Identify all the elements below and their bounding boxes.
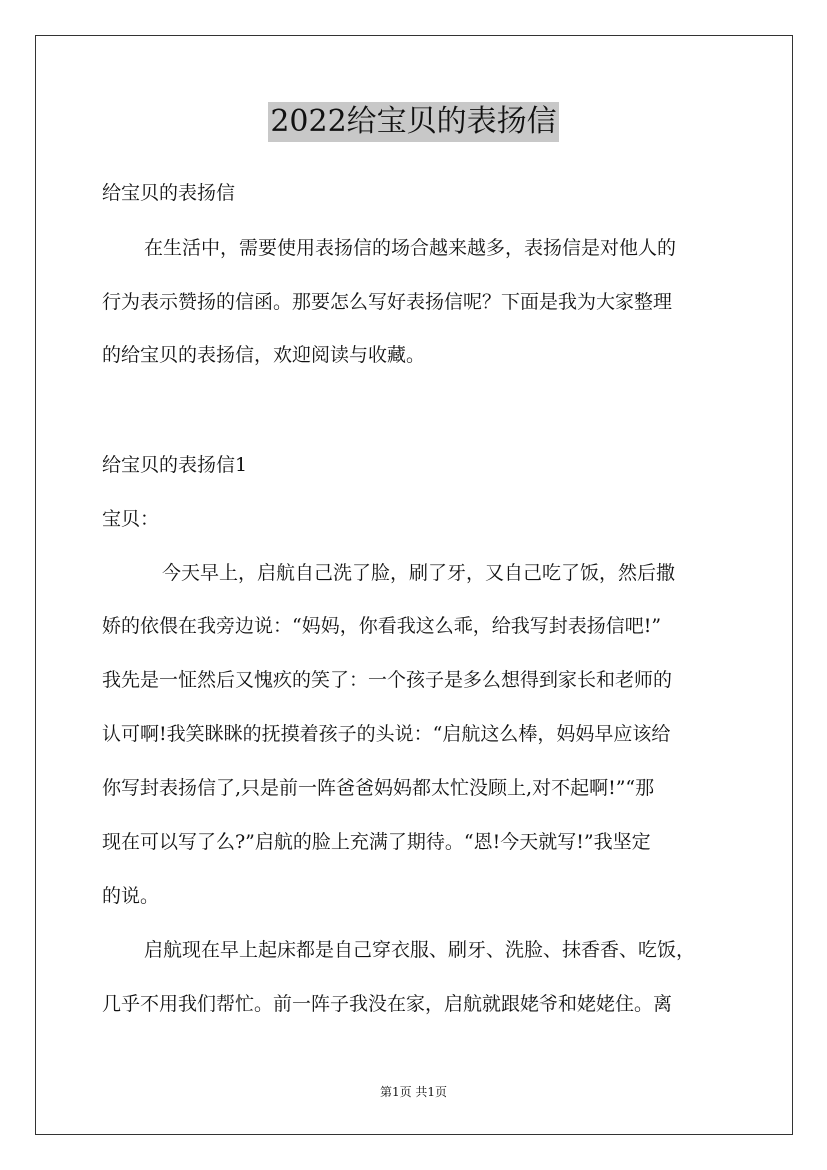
paragraph-line: 行为表示赞扬的信函。那要怎么写好表扬信呢？下面是我为大家整理	[102, 291, 673, 313]
section-heading: 给宝贝的表扬信	[102, 182, 236, 204]
paragraph-line: 几乎不用我们帮忙。前一阵子我没在家，启航就跟姥爷和姥姥住。离	[102, 993, 673, 1015]
document-title: 2022给宝贝的表扬信	[268, 102, 558, 142]
paragraph-line: 现在可以写了么?”启航的脸上充满了期待。“恩!今天就写!”我坚定	[102, 831, 651, 853]
page-footer: 第1页 共1页	[379, 1085, 448, 1099]
title-wrap	[0, 102, 827, 142]
paragraph-line: 的说。	[102, 885, 160, 907]
paragraph-line: 娇的依偎在我旁边说：“妈妈，你看我这么乖，给我写封表扬信吧!”	[102, 615, 662, 637]
paragraph-line: 认可啊!我笑眯眯的抚摸着孩子的头说：“启航这么棒，妈妈早应该给	[102, 723, 671, 745]
paragraph-line: 今天早上，启航自己洗了脸，刷了牙，又自己吃了饭，然后撒	[162, 562, 676, 584]
paragraph-line: 你写封表扬信了,只是前一阵爸爸妈妈都太忙没顾上,对不起啊!”“那	[102, 777, 655, 799]
paragraph-line: 启航现在早上起床都是自己穿衣服、刷牙、洗脸、抹香香、吃饭，	[144, 939, 696, 961]
paragraph-line: 的给宝贝的表扬信，欢迎阅读与收藏。	[102, 344, 426, 366]
letter-heading: 给宝贝的表扬信1	[102, 454, 248, 476]
paragraph-line: 在生活中，需要使用表扬信的场合越来越多，表扬信是对他人的	[144, 237, 677, 259]
letter-salutation: 宝贝：	[102, 508, 160, 530]
paragraph-line: 我先是一怔然后又愧疚的笑了：一个孩子是多么想得到家长和老师的	[102, 669, 673, 691]
